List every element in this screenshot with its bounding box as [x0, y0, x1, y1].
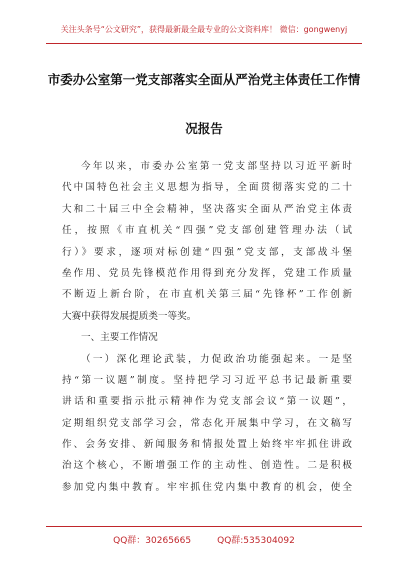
footer	[0, 533, 408, 546]
body-line: 不断迈上新台阶，在市直机关第三届“先锋杯”工作创新	[62, 289, 352, 301]
body-line: 参加党内集中教育。牢牢抓住党内集中教育的机会，使全	[62, 481, 352, 493]
header-banner: 关注头条号“公文研究”，获得最新最全最专业的公文资料库！ 微信：gongwenyj	[60, 25, 348, 34]
document-title-line-2: 况报告	[185, 121, 223, 136]
footer-divider	[46, 526, 362, 527]
body-line: 持“第一议题”制度。坚持把学习习近平总书记最新重要	[62, 374, 352, 386]
document-body	[62, 156, 352, 498]
body-line: 行）》要求，逐项对标创建“四强”党支部，支部战斗堡	[62, 246, 352, 258]
body-line: 讲话和重要指示批示精神作为党支部会议“第一议题”，	[62, 396, 352, 408]
section-heading: 一、主要工作情况	[81, 332, 158, 344]
body-line: 代中国特色社会主义思想为指导，全面贯彻落实党的二十	[62, 182, 352, 194]
body-line: 任，按照《市直机关“四强”党支部创建管理办法（试	[62, 225, 352, 237]
body-line: 作、会务安排、新闻服务和情报处置上始终牢牢抓住讲政	[62, 439, 352, 451]
footer-qq-group-1: QQ群：30265665	[113, 536, 192, 546]
document-title-line-1: 市委办公室第一党支部落实全面从严治党主体责任工作情	[47, 72, 361, 87]
body-line: 大赛中获得发展提质类一等奖。	[62, 310, 197, 322]
body-line: （一）深化理论武装，力促政治功能强起来。一是坚	[81, 353, 352, 365]
body-line: 治这个核心，不断增强工作的主动性、创造性。二是积极	[62, 460, 352, 472]
body-line: 垒作用、党员先锋模范作用得到充分发挥，党建工作质量	[62, 267, 352, 279]
body-line: 大和二十届三中全会精神，坚决落实全面从严治党主体责	[62, 203, 352, 215]
header-divider	[46, 43, 362, 44]
body-line: 定期组织党支部学习会，常态化开展集中学习，在文稿写	[62, 417, 352, 429]
body-line: 今年以来，市委办公室第一党支部坚持以习近平新时	[81, 161, 352, 172]
footer-qq-group-2: QQ群:535304092	[217, 536, 295, 546]
